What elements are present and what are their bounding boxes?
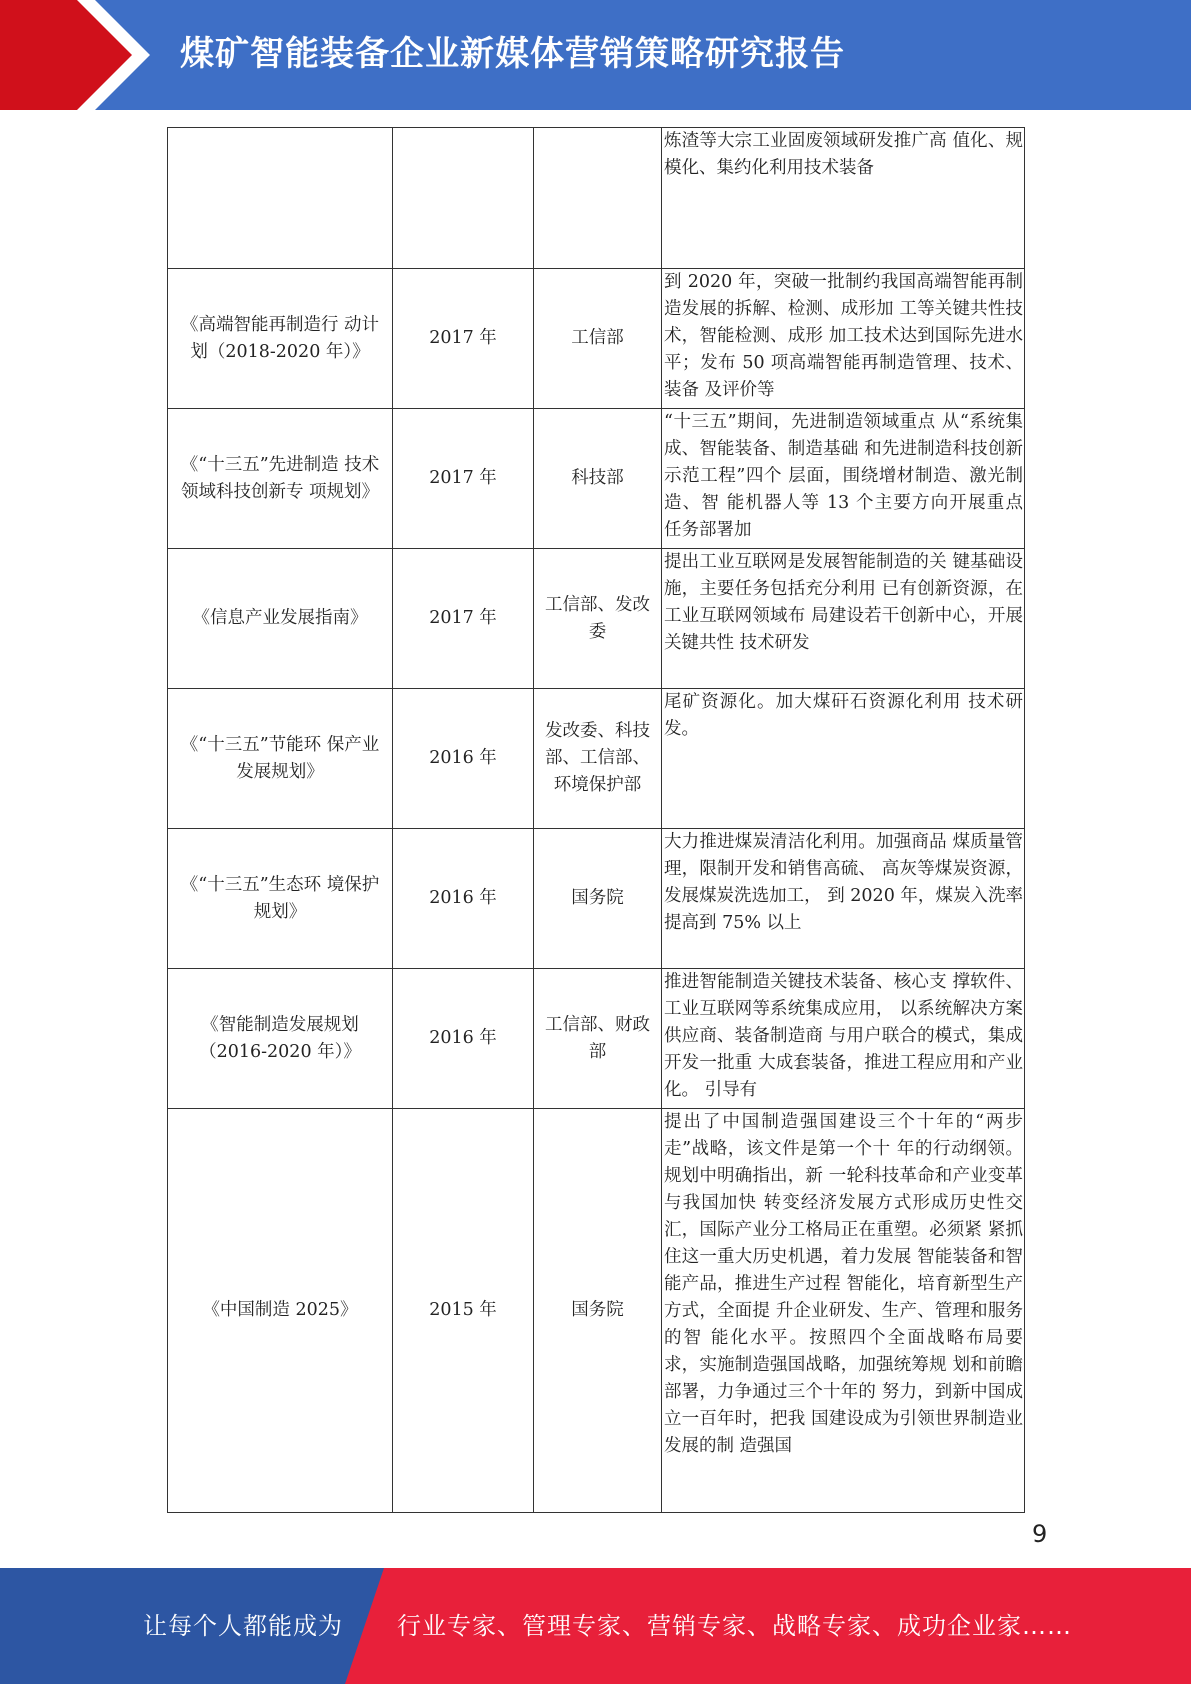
policy-table: [167, 127, 1025, 1513]
policy-name-cell: 《智能制造发展规划（2016-2020 年）》: [168, 969, 393, 1109]
table-row: [168, 549, 1025, 689]
table-row: [168, 1109, 1025, 1513]
policy-year-cell: 2016 年: [393, 689, 534, 829]
policy-content-cell: 到 2020 年，突破一批制约我国高端智能再制造发展的拆解、检测、成形加 工等关键共性技术，智能检测、成形 加工技术达到国际先进水平；发布 50 项高端智能再制造管理、技术、装备 及评价等: [662, 269, 1025, 409]
policy-year-cell: 2017 年: [393, 269, 534, 409]
policy-dept-cell: 工信部: [534, 269, 662, 409]
policy-year-cell: 2015 年: [393, 1109, 534, 1513]
policy-dept-cell: 发改委、科技部、工信部、环境保护部: [534, 689, 662, 829]
policy-year-cell: 2016 年: [393, 829, 534, 969]
footer-slogan-right: 行业专家、管理专家、营销专家、战略专家、成功企业家……: [397, 1612, 1072, 1640]
policy-year-cell: [393, 128, 534, 269]
footer-slogan-left: 让每个人都能成为: [143, 1612, 343, 1640]
policy-dept-cell: 工信部、发改委: [534, 549, 662, 689]
page-footer: [0, 1568, 1191, 1684]
page-number: 9: [1032, 1520, 1048, 1548]
policy-dept-cell: [534, 128, 662, 269]
table-row: [168, 269, 1025, 409]
policy-year-cell: 2017 年: [393, 549, 534, 689]
policy-content-cell: “十三五”期间，先进制造领域重点 从“系统集成、智能装备、制造基础 和先进制造科技创新示范工程”四个 层面，围绕增材制造、激光制造、智 能机器人等 13 个主要方向开展重点 任务部署加: [662, 409, 1025, 549]
policy-name-cell: 《高端智能再制造行 动计划（2018-2020 年）》: [168, 269, 393, 409]
policy-content-cell: 炼渣等大宗工业固废领域研发推广高 值化、规模化、集约化利用技术装备: [662, 128, 1025, 269]
policy-content-cell: 提出了中国制造强国建设三个十年的“两步走”战略，该文件是第一个十 年的行动纲领。规划中明确指出，新 一轮科技革命和产业变革与我国加快 转变经济发展方式形成历史性交汇，国际产业分工格局正在重塑。必须紧 紧抓住这一重大历史机遇，着力发展 智能装备和智能产品，推进生产过程 智能化，培育新型生产方式，全面提 升企业研发、生产、管理和服务的智 能化水平。按照四个全面战略布局要 求，实施制造强国战略，加强统筹规 划和前瞻部署，力争通过三个十年的 努力，到新中国成立一百年时，把我 国建设成为引领世界制造业发展的制 造强国: [662, 1109, 1025, 1513]
policy-name-cell: 《“十三五”生态环 境保护规划》: [168, 829, 393, 969]
policy-name-cell: [168, 128, 393, 269]
table-row: [168, 128, 1025, 269]
page-header: [0, 0, 1191, 110]
policy-content-cell: 推进智能制造关键技术装备、核心支 撑软件、工业互联网等系统集成应用， 以系统解决方案供应商、装备制造商 与用户联合的模式，集成开发一批重 大成套装备，推进工程应用和产业化。 引导有: [662, 969, 1025, 1109]
policy-name-cell: 《中国制造 2025》: [168, 1109, 393, 1513]
table-row: [168, 409, 1025, 549]
policy-year-cell: 2016 年: [393, 969, 534, 1109]
policy-content-cell: 提出工业互联网是发展智能制造的关 键基础设施，主要任务包括充分利用 已有创新资源，在工业互联网领域布 局建设若干创新中心，开展关键共性 技术研发: [662, 549, 1025, 689]
table-row: [168, 689, 1025, 829]
report-title: 煤矿智能装备企业新媒体营销策略研究报告: [180, 34, 845, 74]
table-row: [168, 969, 1025, 1109]
policy-year-cell: 2017 年: [393, 409, 534, 549]
policy-content-cell: 尾矿资源化。加大煤矸石资源化利用 技术研发。: [662, 689, 1025, 829]
policy-content-cell: 大力推进煤炭清洁化利用。加强商品 煤质量管理，限制开发和销售高硫、 高灰等煤炭资源，发展煤炭洗选加工， 到 2020 年，煤炭入洗率提高到 75% 以上: [662, 829, 1025, 969]
policy-dept-cell: 工信部、财政部: [534, 969, 662, 1109]
header-red-arrow-icon: [0, 0, 150, 110]
policy-name-cell: 《“十三五”节能环 保产业发展规划》: [168, 689, 393, 829]
policy-name-cell: 《信息产业发展指南》: [168, 549, 393, 689]
policy-dept-cell: 科技部: [534, 409, 662, 549]
policy-dept-cell: 国务院: [534, 829, 662, 969]
policy-name-cell: 《“十三五”先进制造 技术领域科技创新专 项规划》: [168, 409, 393, 549]
table-row: [168, 829, 1025, 969]
policy-dept-cell: 国务院: [534, 1109, 662, 1513]
